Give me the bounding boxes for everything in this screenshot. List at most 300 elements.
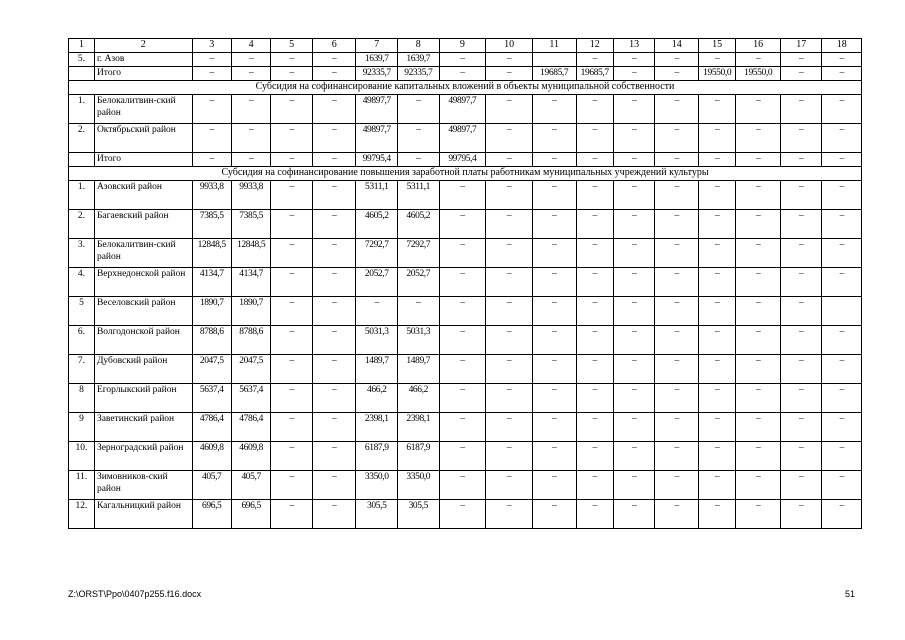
value-cell: – [486, 297, 533, 326]
value-cell: – [822, 124, 862, 153]
value-cell: 4786,4 [231, 413, 270, 442]
value-cell: – [439, 181, 486, 210]
value-cell: 12848,5 [192, 239, 231, 268]
value-cell: 305,5 [356, 500, 398, 529]
value-cell: – [613, 471, 655, 500]
value-cell: – [780, 181, 822, 210]
value-cell: 7292,7 [356, 239, 398, 268]
value-cell: 2398,1 [398, 413, 440, 442]
row-number-cell: 6. [69, 326, 95, 355]
value-cell: – [613, 95, 655, 124]
value-cell: – [576, 153, 613, 167]
value-cell: – [613, 413, 655, 442]
value-cell: – [271, 181, 313, 210]
table-row [69, 442, 862, 471]
value-cell: 19550,0 [698, 67, 735, 81]
district-name-cell: Зерноградский район [94, 442, 192, 471]
table-row [69, 53, 862, 67]
value-cell: – [655, 384, 699, 413]
value-cell: – [532, 239, 576, 268]
row-number-cell: 1. [69, 95, 95, 124]
value-cell: – [655, 268, 699, 297]
value-cell: – [312, 413, 356, 442]
value-cell: – [312, 239, 356, 268]
district-name-cell: Верхнедонской район [94, 268, 192, 297]
value-cell: – [398, 95, 440, 124]
value-cell: 1489,7 [398, 355, 440, 384]
value-cell: – [576, 326, 613, 355]
value-cell: – [736, 53, 781, 67]
value-cell: – [532, 153, 576, 167]
value-cell: 7385,5 [231, 210, 270, 239]
value-cell: – [736, 124, 781, 153]
row-number-cell: 8 [69, 384, 95, 413]
value-cell: 19685,7 [576, 67, 613, 81]
value-cell: – [822, 355, 862, 384]
value-cell: – [271, 326, 313, 355]
value-cell: – [698, 153, 735, 167]
value-cell: – [576, 355, 613, 384]
value-cell: 6187,9 [356, 442, 398, 471]
value-cell: – [532, 181, 576, 210]
value-cell: 5637,4 [192, 384, 231, 413]
value-cell: – [698, 500, 735, 529]
value-cell: 1890,7 [231, 297, 270, 326]
value-cell: – [439, 471, 486, 500]
value-cell: 49897,7 [356, 124, 398, 153]
value-cell: – [271, 413, 313, 442]
value-cell: – [312, 67, 356, 81]
value-cell: 5311,1 [356, 181, 398, 210]
value-cell: – [698, 53, 735, 67]
value-cell: – [698, 239, 735, 268]
value-cell: – [655, 326, 699, 355]
footer-page-number: 51 [845, 589, 856, 599]
value-cell: – [271, 471, 313, 500]
row-number-cell: 5. [69, 53, 95, 67]
column-number-cell: 13 [613, 39, 655, 53]
value-cell: – [486, 95, 533, 124]
value-cell: – [698, 471, 735, 500]
column-number-cell: 9 [439, 39, 486, 53]
value-cell: 4609,8 [231, 442, 270, 471]
row-number-cell: 5 [69, 297, 95, 326]
value-cell: – [576, 471, 613, 500]
value-cell: – [271, 124, 313, 153]
value-cell: – [439, 355, 486, 384]
value-cell: 8788,6 [192, 326, 231, 355]
value-cell: – [822, 500, 862, 529]
value-cell: – [271, 95, 313, 124]
value-cell: 49897,7 [439, 124, 486, 153]
value-cell: – [780, 210, 822, 239]
value-cell: – [655, 442, 699, 471]
value-cell: – [736, 326, 781, 355]
value-cell: – [698, 442, 735, 471]
value-cell: 4605,2 [356, 210, 398, 239]
value-cell: – [231, 153, 270, 167]
value-cell: – [576, 210, 613, 239]
value-cell: – [532, 500, 576, 529]
value-cell: – [576, 297, 613, 326]
column-number-cell: 14 [655, 39, 699, 53]
value-cell: – [192, 95, 231, 124]
value-cell: – [655, 67, 699, 81]
value-cell: – [576, 95, 613, 124]
value-cell: – [780, 471, 822, 500]
value-cell: – [312, 124, 356, 153]
value-cell: 5311,1 [398, 181, 440, 210]
value-cell: 3350,0 [356, 471, 398, 500]
value-cell: – [532, 210, 576, 239]
value-cell: – [312, 153, 356, 167]
value-cell: – [439, 384, 486, 413]
table-row [69, 413, 862, 442]
table-row [69, 124, 862, 153]
value-cell: – [486, 471, 533, 500]
value-cell: – [780, 153, 822, 167]
value-cell: 1489,7 [356, 355, 398, 384]
value-cell: – [736, 239, 781, 268]
value-cell: – [486, 67, 533, 81]
column-number-cell: 1 [69, 39, 95, 53]
value-cell: 4134,7 [231, 268, 270, 297]
value-cell: – [486, 53, 533, 67]
value-cell: – [486, 210, 533, 239]
table-row [69, 268, 862, 297]
district-name-cell: Белокалитвин-ский район [94, 95, 192, 124]
value-cell: – [780, 413, 822, 442]
value-cell: – [822, 442, 862, 471]
value-cell: – [576, 384, 613, 413]
section-title: Субсидия на софинансирование повышения заработной платы работникам муниципальных учреждений культуры [69, 167, 862, 181]
value-cell: – [780, 95, 822, 124]
value-cell: – [736, 384, 781, 413]
table-row [69, 153, 862, 167]
value-cell: – [780, 53, 822, 67]
row-number-cell: 12. [69, 500, 95, 529]
column-number-cell: 5 [271, 39, 313, 53]
value-cell: – [271, 239, 313, 268]
column-number-cell: 6 [312, 39, 356, 53]
value-cell: – [655, 95, 699, 124]
value-cell: – [613, 67, 655, 81]
value-cell: – [576, 239, 613, 268]
district-name-cell: Веселовский район [94, 297, 192, 326]
section-heading-row [69, 81, 862, 95]
value-cell: – [822, 181, 862, 210]
value-cell: 4134,7 [192, 268, 231, 297]
value-cell: – [192, 67, 231, 81]
value-cell: – [231, 95, 270, 124]
column-number-cell: 3 [192, 39, 231, 53]
value-cell: 696,5 [231, 500, 270, 529]
column-number-cell: 2 [94, 39, 192, 53]
value-cell: – [698, 210, 735, 239]
column-number-cell: 18 [822, 39, 862, 53]
value-cell: 49897,7 [356, 95, 398, 124]
footer-file-path: Z:\ORST\Ppo\0407p255.f16.docx [68, 589, 202, 599]
value-cell: – [613, 442, 655, 471]
value-cell: 9933,8 [231, 181, 270, 210]
value-cell: – [271, 442, 313, 471]
row-number-cell [69, 153, 95, 167]
row-number-cell: 11. [69, 471, 95, 500]
value-cell: – [822, 268, 862, 297]
value-cell: – [822, 239, 862, 268]
value-cell: – [780, 326, 822, 355]
value-cell: 5031,3 [398, 326, 440, 355]
value-cell: – [532, 413, 576, 442]
value-cell: 4605,2 [398, 210, 440, 239]
column-number-cell: 4 [231, 39, 270, 53]
row-number-cell [69, 67, 95, 81]
value-cell: 2052,7 [398, 268, 440, 297]
value-cell: – [271, 355, 313, 384]
value-cell: – [312, 500, 356, 529]
value-cell: – [655, 124, 699, 153]
value-cell: – [780, 297, 822, 326]
value-cell: 305,5 [398, 500, 440, 529]
value-cell: 49897,7 [439, 95, 486, 124]
value-cell: – [655, 153, 699, 167]
row-number-cell: 10. [69, 442, 95, 471]
column-number-cell: 17 [780, 39, 822, 53]
value-cell: – [655, 471, 699, 500]
district-name-cell: Итого [94, 67, 192, 81]
value-cell: – [486, 413, 533, 442]
value-cell: 1639,7 [398, 53, 440, 67]
value-cell: 4609,8 [192, 442, 231, 471]
table-row [69, 297, 862, 326]
value-cell: – [822, 153, 862, 167]
value-cell: 7385,5 [192, 210, 231, 239]
value-cell: – [486, 153, 533, 167]
value-cell: – [822, 210, 862, 239]
value-cell: – [655, 210, 699, 239]
value-cell: – [439, 53, 486, 67]
value-cell: – [576, 413, 613, 442]
value-cell: – [736, 442, 781, 471]
value-cell [822, 297, 862, 326]
value-cell: 19550,0 [736, 67, 781, 81]
value-cell: – [439, 239, 486, 268]
value-cell: 2398,1 [356, 413, 398, 442]
value-cell: 12848,5 [231, 239, 270, 268]
value-cell: 696,5 [192, 500, 231, 529]
value-cell: – [698, 326, 735, 355]
value-cell: – [398, 124, 440, 153]
value-cell: – [532, 384, 576, 413]
value-cell: 9933,8 [192, 181, 231, 210]
district-name-cell: Октябрьский район [94, 124, 192, 153]
value-cell: 99795,4 [356, 153, 398, 167]
value-cell: 92335,7 [398, 67, 440, 81]
value-cell: – [698, 384, 735, 413]
value-cell: – [271, 67, 313, 81]
row-number-cell: 3. [69, 239, 95, 268]
value-cell: – [822, 384, 862, 413]
value-cell: – [398, 153, 440, 167]
value-cell: – [822, 67, 862, 81]
value-cell: – [356, 297, 398, 326]
value-cell: – [312, 95, 356, 124]
row-number-cell: 7. [69, 355, 95, 384]
value-cell: – [398, 297, 440, 326]
district-name-cell: г. Азов [94, 53, 192, 67]
value-cell: – [613, 239, 655, 268]
value-cell: – [736, 181, 781, 210]
row-number-cell: 4. [69, 268, 95, 297]
value-cell: 1890,7 [192, 297, 231, 326]
value-cell: – [576, 181, 613, 210]
value-cell: – [780, 67, 822, 81]
value-cell: – [439, 413, 486, 442]
value-cell: – [698, 355, 735, 384]
row-number-cell: 1. [69, 181, 95, 210]
column-number-cell: 7 [356, 39, 398, 53]
value-cell: – [698, 413, 735, 442]
column-number-cell: 11 [532, 39, 576, 53]
value-cell: 6187,9 [398, 442, 440, 471]
value-cell: – [532, 297, 576, 326]
column-number-cell: 12 [576, 39, 613, 53]
value-cell: – [822, 413, 862, 442]
value-cell: – [576, 442, 613, 471]
district-name-cell: Заветинский район [94, 413, 192, 442]
value-cell: – [271, 210, 313, 239]
row-number-cell: 9 [69, 413, 95, 442]
district-name-cell: Азовский район [94, 181, 192, 210]
district-name-cell: Итого [94, 153, 192, 167]
row-number-cell: 2. [69, 210, 95, 239]
value-cell: 405,7 [192, 471, 231, 500]
value-cell: – [312, 268, 356, 297]
value-cell: – [655, 413, 699, 442]
value-cell: – [439, 210, 486, 239]
value-cell: – [655, 181, 699, 210]
value-cell: 7292,7 [398, 239, 440, 268]
value-cell: 99795,4 [439, 153, 486, 167]
value-cell: – [736, 268, 781, 297]
district-name-cell: Багаевский район [94, 210, 192, 239]
value-cell: 19685,7 [532, 67, 576, 81]
value-cell: – [312, 181, 356, 210]
value-cell: – [486, 181, 533, 210]
value-cell: – [698, 124, 735, 153]
value-cell: – [655, 355, 699, 384]
row-number-cell: 2. [69, 124, 95, 153]
value-cell: – [780, 355, 822, 384]
table-row [69, 355, 862, 384]
table-row [69, 500, 862, 529]
column-number-cell: 16 [736, 39, 781, 53]
value-cell: – [613, 124, 655, 153]
value-cell: – [780, 442, 822, 471]
value-cell: – [655, 53, 699, 67]
value-cell: – [822, 471, 862, 500]
value-cell: – [822, 326, 862, 355]
value-cell: 405,7 [231, 471, 270, 500]
value-cell: – [736, 413, 781, 442]
value-cell: – [576, 124, 613, 153]
value-cell: 466,2 [356, 384, 398, 413]
value-cell: – [271, 153, 313, 167]
value-cell: – [439, 297, 486, 326]
value-cell: – [780, 268, 822, 297]
table-row [69, 210, 862, 239]
value-cell: – [613, 210, 655, 239]
value-cell: – [780, 500, 822, 529]
value-cell: – [312, 471, 356, 500]
column-number-cell: 15 [698, 39, 735, 53]
value-cell: 8788,6 [231, 326, 270, 355]
value-cell: 3350,0 [398, 471, 440, 500]
value-cell: – [822, 53, 862, 67]
value-cell: – [698, 181, 735, 210]
section-heading-row [69, 167, 862, 181]
value-cell: – [439, 500, 486, 529]
value-cell: – [312, 210, 356, 239]
value-cell: – [576, 53, 613, 67]
value-cell: – [486, 500, 533, 529]
value-cell: – [655, 297, 699, 326]
district-name-cell: Белокалитвин-ский район [94, 239, 192, 268]
value-cell: – [192, 124, 231, 153]
value-cell: – [613, 500, 655, 529]
value-cell: – [613, 181, 655, 210]
value-cell: 466,2 [398, 384, 440, 413]
value-cell: – [613, 355, 655, 384]
value-cell: – [532, 268, 576, 297]
value-cell: – [613, 153, 655, 167]
section-title: Субсидия на софинансирование капитальных вложений в объекты муниципальной собственности [69, 81, 862, 95]
value-cell: – [271, 268, 313, 297]
value-cell: – [486, 239, 533, 268]
value-cell: – [439, 67, 486, 81]
value-cell: – [271, 53, 313, 67]
value-cell: – [736, 95, 781, 124]
value-cell: 5031,3 [356, 326, 398, 355]
value-cell: – [486, 442, 533, 471]
value-cell: – [780, 239, 822, 268]
value-cell: – [532, 95, 576, 124]
value-cell: – [736, 500, 781, 529]
value-cell: – [271, 297, 313, 326]
value-cell: 2052,7 [356, 268, 398, 297]
district-name-cell: Зимовников-ский район [94, 471, 192, 500]
value-cell: – [698, 95, 735, 124]
table-header-row [69, 39, 862, 53]
value-cell: – [822, 95, 862, 124]
value-cell: – [271, 384, 313, 413]
value-cell: – [439, 442, 486, 471]
value-cell: – [736, 355, 781, 384]
value-cell: – [613, 384, 655, 413]
table-row [69, 384, 862, 413]
value-cell: – [312, 442, 356, 471]
value-cell: – [532, 326, 576, 355]
value-cell: – [312, 326, 356, 355]
table-row [69, 181, 862, 210]
value-cell: – [486, 268, 533, 297]
value-cell: – [613, 297, 655, 326]
district-name-cell: Егорлыкский район [94, 384, 192, 413]
value-cell: – [486, 384, 533, 413]
table-row [69, 67, 862, 81]
value-cell: – [439, 268, 486, 297]
value-cell: – [312, 384, 356, 413]
